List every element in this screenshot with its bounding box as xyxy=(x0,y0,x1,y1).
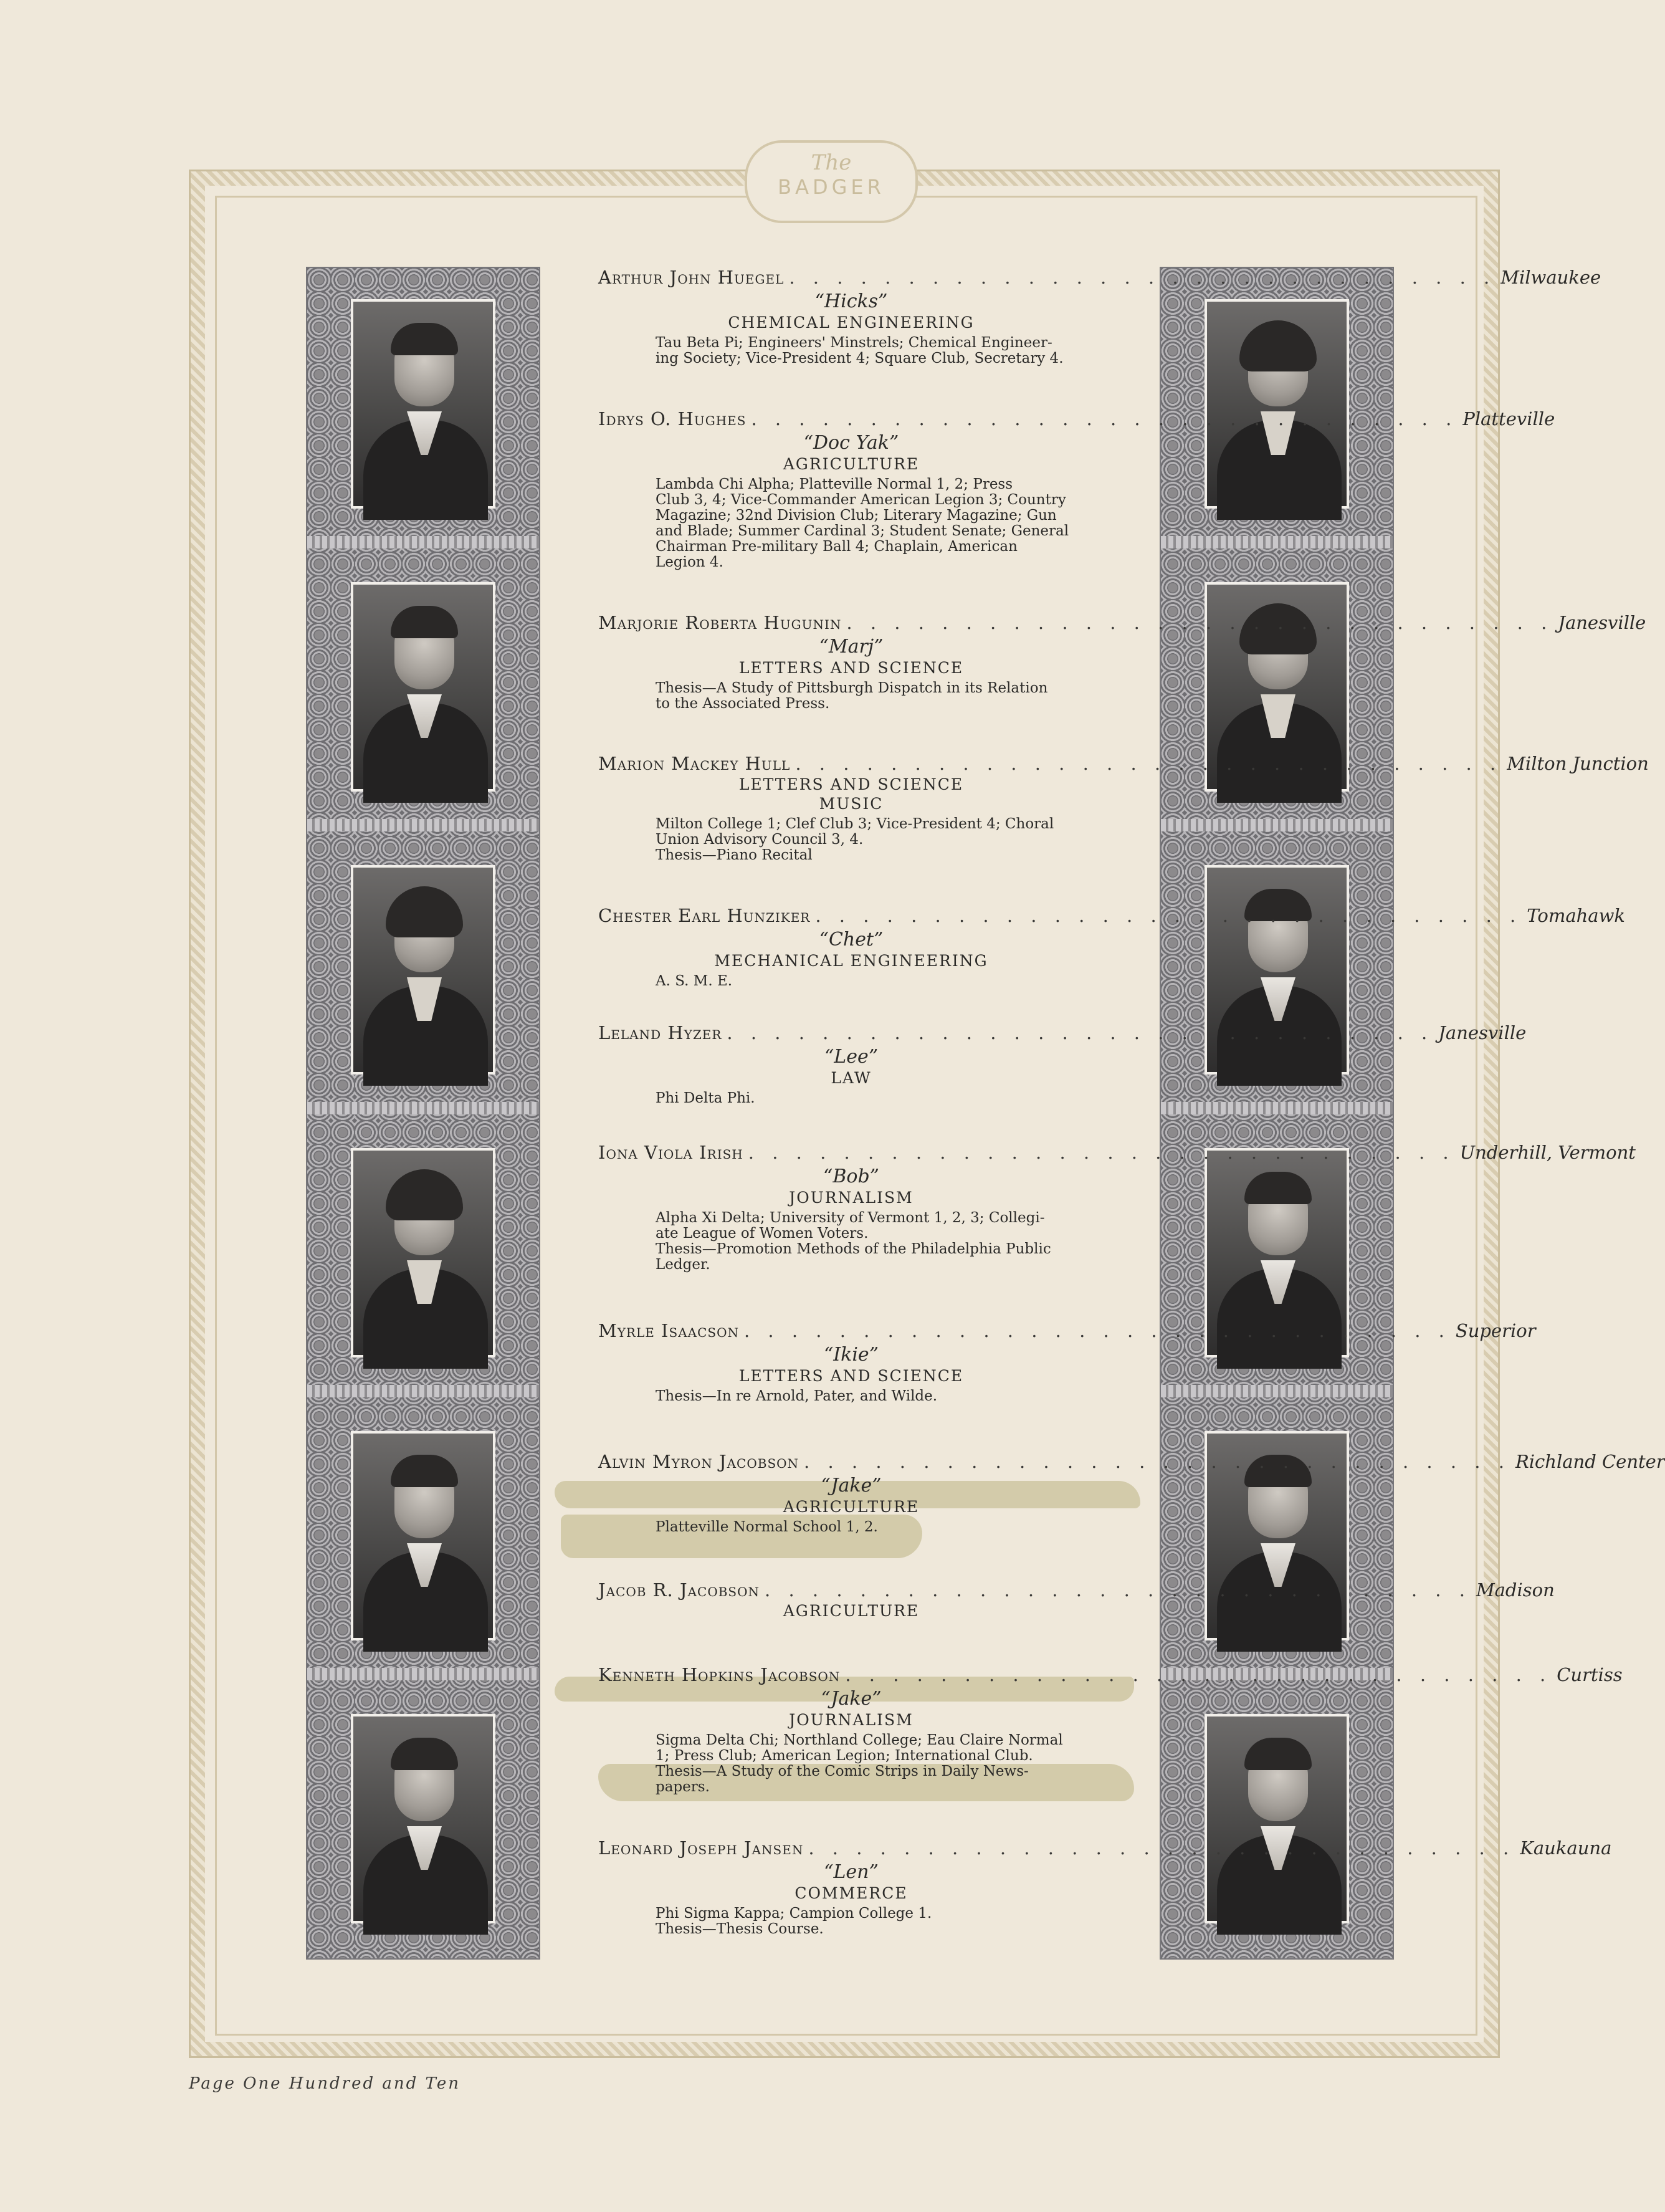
activity-line: Legion 4. xyxy=(656,554,723,570)
leader-dots: . . . . . . . . . . . . . . . . . . . . . . . . . . . . . . xyxy=(804,1451,1510,1472)
portrait-photo xyxy=(351,582,495,792)
hometown: Janesville xyxy=(1558,612,1646,633)
department: LETTERS AND SCIENCE xyxy=(738,775,964,793)
badger-crest xyxy=(745,140,918,223)
crest-title: BADGER xyxy=(778,175,885,199)
activities xyxy=(656,1520,1104,1535)
activity-line: Phi Sigma Kappa; Campion College 1. xyxy=(656,1905,932,1922)
activity-line: Milton College 1; Clef Club 3; Vice-President 4; Choral xyxy=(656,816,1054,832)
department: COMMERCE xyxy=(794,1884,908,1902)
activity-line: Thesis—Thesis Course. xyxy=(656,1921,824,1937)
activity-line: Thesis—Promotion Methods of the Philadelphia Public xyxy=(656,1241,1051,1257)
leader-dots: . . . . . . . . . . . . . . . . . . . . . . . . . . . . . . xyxy=(846,612,1553,633)
nickname: “Jake” xyxy=(821,1688,882,1710)
hometown: Platteville xyxy=(1462,408,1555,429)
hometown: Richland Center xyxy=(1515,1451,1665,1472)
nickname: “Marj” xyxy=(819,636,884,658)
student-name: Jacob R. Jacobson xyxy=(598,1579,760,1601)
activity-line: Thesis—Piano Recital xyxy=(656,847,813,863)
hometown: Kaukauna xyxy=(1520,1837,1612,1859)
senior-entry xyxy=(598,1579,1555,1620)
leader-dots: . . . . . . . . . . . . . . . . . . . . . . . . . . . . . . xyxy=(748,1142,1455,1163)
column-divider xyxy=(307,819,539,831)
activity-line: Thesis—A Study of Pittsburgh Dispatch in its Relation xyxy=(656,680,1048,696)
nickname: “Lee” xyxy=(824,1046,879,1068)
leader-dots: . . . . . . . . . . . . . . . . . . . . . . . . . . . . . . xyxy=(765,1579,1471,1601)
nickname: “Len” xyxy=(824,1861,879,1883)
activity-line: Sigma Delta Chi; Northland College; Eau Claire Normal xyxy=(656,1732,1063,1748)
nickname: “Doc Yak” xyxy=(803,432,899,454)
department: LETTERS AND SCIENCE xyxy=(738,659,964,677)
leader-dots: . . . . . . . . . . . . . . . . . . . . . . . . . . . . . . xyxy=(744,1320,1451,1341)
activities xyxy=(656,1210,1104,1273)
hometown: Tomahawk xyxy=(1527,905,1625,926)
department: AGRICULTURE xyxy=(783,1602,920,1620)
portrait-photo xyxy=(351,299,495,509)
activity-line: Lambda Chi Alpha; Platteville Normal 1, 2; Press xyxy=(656,476,1013,492)
hometown: Superior xyxy=(1455,1320,1536,1341)
student-name: Myrle Isaacson xyxy=(598,1320,739,1341)
student-name: Chester Earl Hunziker xyxy=(598,905,811,926)
activity-line: Thesis—A Study of the Comic Strips in Daily News- xyxy=(656,1763,1029,1779)
leader-dots: . . . . . . . . . . . . . . . . . . . . . . . . . . . . . . xyxy=(845,1664,1552,1685)
activities xyxy=(656,1906,1104,1937)
department: LETTERS AND SCIENCE xyxy=(738,1367,964,1385)
column-divider xyxy=(1161,1102,1393,1114)
hometown: Milwaukee xyxy=(1500,267,1601,288)
department: CHEMICAL ENGINEERING xyxy=(728,314,975,332)
student-name: Iona Viola Irish xyxy=(598,1142,743,1163)
senior-entry xyxy=(598,1320,1536,1404)
activity-line: and Blade; Summer Cardinal 3; Student Senate; General xyxy=(656,523,1069,539)
activity-line: Ledger. xyxy=(656,1257,710,1273)
column-divider xyxy=(307,1102,539,1114)
department: JOURNALISM xyxy=(789,1711,914,1729)
student-name: Leonard Joseph Jansen xyxy=(598,1837,804,1859)
portrait-photo xyxy=(1205,1714,1349,1923)
nickname: “Bob” xyxy=(823,1166,879,1187)
column-divider xyxy=(307,536,539,548)
portrait-photo xyxy=(351,865,495,1075)
activity-line: ing Society; Vice-President 4; Square Club, Secretary 4. xyxy=(656,350,1064,366)
senior-entry xyxy=(598,1022,1527,1106)
department: LAW xyxy=(831,1069,872,1087)
activity-line: 1; Press Club; American Legion; International Club. xyxy=(656,1748,1033,1764)
portrait-photo xyxy=(1205,299,1349,509)
left-photo-column xyxy=(306,267,540,1960)
portrait-photo xyxy=(351,1714,495,1923)
department: MUSIC xyxy=(819,795,884,813)
student-name: Arthur John Huegel xyxy=(598,267,785,288)
activity-line: Tau Beta Pi; Engineers' Minstrels; Chemical Engineer- xyxy=(656,335,1052,351)
nickname: “Ikie” xyxy=(823,1344,879,1366)
activities xyxy=(656,681,1104,712)
right-photo-column xyxy=(1160,267,1394,1960)
leader-dots: . . . . . . . . . . . . . . . . . . . . . . . . . . . . . . xyxy=(815,905,1522,926)
student-name: Marjorie Roberta Hugunin xyxy=(598,612,842,633)
department: JOURNALISM xyxy=(789,1189,914,1207)
column-divider xyxy=(307,1385,539,1397)
page-number-footer: Page One Hundred and Ten xyxy=(189,2074,460,2093)
student-name: Kenneth Hopkins Jacobson xyxy=(598,1664,841,1685)
portrait-photo xyxy=(351,1431,495,1640)
leader-dots: . . . . . . . . . . . . . . . . . . . . . . . . . . . . . . xyxy=(789,267,1496,288)
senior-entry xyxy=(598,1142,1636,1273)
activities xyxy=(656,1733,1104,1795)
student-name: Alvin Myron Jacobson xyxy=(598,1451,799,1472)
column-divider xyxy=(1161,1385,1393,1397)
student-name: Leland Hyzer xyxy=(598,1022,722,1043)
senior-entry xyxy=(598,408,1555,570)
senior-entry xyxy=(598,612,1646,712)
activity-line: Magazine; 32nd Division Club; Literary Magazine; Gun xyxy=(656,507,1057,524)
department: AGRICULTURE xyxy=(783,1498,920,1516)
activities xyxy=(656,1091,1104,1106)
activities xyxy=(656,816,1104,863)
department: MECHANICAL ENGINEERING xyxy=(714,952,988,970)
hometown: Madison xyxy=(1476,1579,1555,1601)
senior-entry xyxy=(598,905,1625,989)
hometown: Janesville xyxy=(1438,1022,1527,1043)
senior-entry xyxy=(598,753,1649,863)
senior-entry xyxy=(598,267,1601,366)
activity-line: Phi Delta Phi. xyxy=(656,1090,755,1106)
activities xyxy=(656,477,1104,570)
leader-dots: . . . . . . . . . . . . . . . . . . . . . . . . . . . . . . xyxy=(751,408,1458,429)
activities xyxy=(656,335,1104,366)
nickname: “Hicks” xyxy=(814,290,888,312)
activity-line: Union Advisory Council 3, 4. xyxy=(656,831,864,848)
activities xyxy=(656,1389,1104,1404)
hometown: Underhill, Vermont xyxy=(1459,1142,1636,1163)
senior-entry xyxy=(598,1451,1665,1535)
senior-entry xyxy=(598,1664,1623,1795)
leader-dots: . . . . . . . . . . . . . . . . . . . . . . . . . . . . . . xyxy=(795,753,1502,774)
hometown: Milton Junction xyxy=(1507,753,1649,774)
activity-line: papers. xyxy=(656,1779,710,1795)
student-name: Idrys O. Hughes xyxy=(598,408,747,429)
senior-entry xyxy=(598,1837,1612,1937)
activity-line: Alpha Xi Delta; University of Vermont 1, 2, 3; Collegi- xyxy=(656,1210,1045,1226)
hometown: Curtiss xyxy=(1557,1664,1623,1685)
activity-line: Platteville Normal School 1, 2. xyxy=(656,1519,878,1535)
nickname: “Chet” xyxy=(819,929,884,950)
activity-line: ate League of Women Voters. xyxy=(656,1225,869,1242)
activity-line: to the Associated Press. xyxy=(656,696,830,712)
department: AGRICULTURE xyxy=(783,455,920,473)
leader-dots: . . . . . . . . . . . . . . . . . . . . . . . . . . . . . . xyxy=(808,1837,1515,1859)
activities xyxy=(656,974,1104,989)
activity-line: Club 3, 4; Vice-Commander American Legion 3; Country xyxy=(656,492,1066,508)
column-divider xyxy=(1161,819,1393,831)
portrait-photo xyxy=(351,1148,495,1357)
activity-line: A. S. M. E. xyxy=(656,973,733,989)
activity-line: Thesis—In re Arnold, Pater, and Wilde. xyxy=(656,1388,938,1404)
column-divider xyxy=(1161,536,1393,548)
leader-dots: . . . . . . . . . . . . . . . . . . . . . . . . . . . . . . xyxy=(727,1022,1434,1043)
nickname: “Jake” xyxy=(821,1475,882,1496)
student-name: Marion Mackey Hull xyxy=(598,753,791,774)
column-divider xyxy=(307,1668,539,1680)
activity-line: Chairman Pre-military Ball 4; Chaplain, American xyxy=(656,539,1018,555)
crest-the-text: The xyxy=(811,150,852,175)
